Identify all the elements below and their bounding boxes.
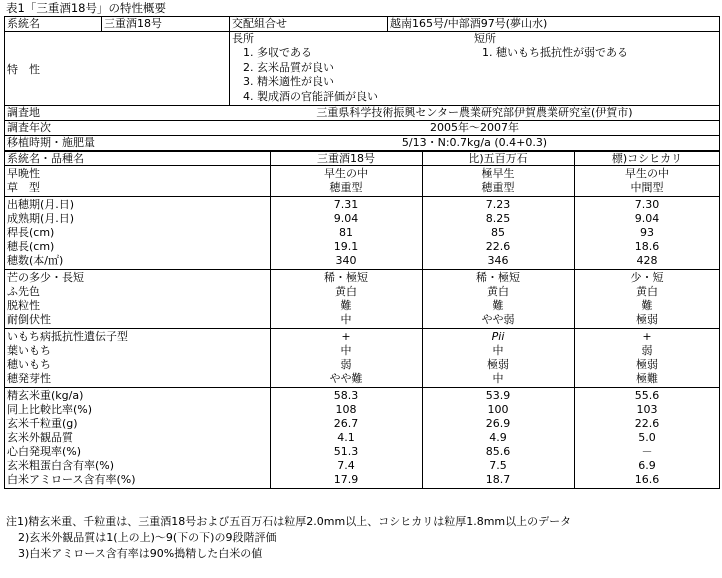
- cell-value: 黄白: [636, 285, 658, 298]
- cell-value: 9.04: [634, 212, 660, 225]
- cell-value: 100: [487, 403, 509, 416]
- cell-value: 7.5: [489, 459, 507, 472]
- group-block: [4, 269, 720, 329]
- group-block: [4, 328, 720, 388]
- cell-value: 極早生: [481, 167, 515, 180]
- cell-value: 346: [487, 254, 509, 267]
- cell-value: 稀・極短: [476, 271, 520, 284]
- cell-value: 早生の中: [625, 167, 669, 180]
- cell-value: 難: [492, 299, 504, 312]
- column-header: 三重酒18号: [317, 152, 375, 165]
- row-label: ふ先色: [7, 285, 40, 298]
- traits-label: 特 性: [7, 63, 40, 76]
- group-block: [4, 165, 720, 197]
- cell-value: +: [642, 330, 652, 343]
- group-block: [4, 196, 720, 270]
- column-header: 比)五百万石: [468, 152, 528, 165]
- note-1: 注1)精玄米重、千粒重は、三重酒18号および五百万石は粒厚2.0mm以上、コシヒカリは粒厚1.8mm以上のデータ: [6, 515, 572, 528]
- cell-value: 弱: [641, 344, 653, 357]
- cell-value: 難: [340, 299, 352, 312]
- cell-value: 穂重型: [481, 181, 515, 194]
- table-edge-left: [4, 16, 5, 489]
- demerits-heading: 短所: [474, 32, 496, 45]
- row-label: 心白発現率(%): [7, 445, 82, 458]
- cell-value: 中: [340, 344, 352, 357]
- note-2: 2)玄米外観品質は1(上の上)～9(下の下)の9段階評価: [18, 531, 277, 544]
- variety-label: 系統名: [7, 17, 40, 30]
- cell-value: 22.6: [634, 417, 660, 430]
- survey-value: 5/13・N:0.7kg/a (0.4+0.3): [401, 136, 548, 149]
- column-header: 標)コシヒカリ: [611, 152, 683, 165]
- survey-value: 2005年～2007年: [430, 121, 519, 134]
- row-label: 脱粒性: [7, 299, 40, 312]
- cell-value: 18.7: [485, 473, 511, 486]
- cell-value: 黄白: [335, 285, 357, 298]
- row-label: 玄米千粒重(g): [7, 417, 78, 430]
- row-label: 精玄米重(kg/a): [7, 389, 84, 402]
- row-label: 葉いもち: [7, 344, 51, 357]
- cell-value: 稀・極短: [324, 271, 368, 284]
- cell-value: やや弱: [481, 313, 515, 326]
- cell-value: 9.04: [333, 212, 359, 225]
- cell-value: 85.6: [485, 445, 511, 458]
- table-bottom-border: [4, 488, 720, 489]
- demerit-item: 1. 穂いもち抵抗性が弱である: [482, 46, 628, 59]
- cross-label: 交配組合せ: [232, 17, 287, 30]
- cell-value: 58.3: [333, 389, 359, 402]
- cell-value: 93: [640, 226, 654, 239]
- cell-value: やや難: [329, 372, 363, 385]
- cell-value: 極弱: [636, 313, 658, 326]
- cell-value: 340: [335, 254, 357, 267]
- cell-value: 108: [335, 403, 357, 416]
- cell-value: 16.6: [634, 473, 660, 486]
- cell-value: 7.23: [485, 198, 511, 211]
- cell-value: 中: [492, 344, 504, 357]
- cell-value: +: [341, 330, 351, 343]
- row-label: 白米アミロース含有率(%): [7, 473, 136, 486]
- cell-value: 7.4: [337, 459, 355, 472]
- table-notes: [6, 514, 720, 562]
- cell-value: 81: [339, 226, 353, 239]
- cell-value: 5.0: [638, 431, 656, 444]
- note-3: 3)白米アミロース含有率は90%搗精した白米の値: [18, 547, 263, 560]
- cell-value: 26.7: [333, 417, 359, 430]
- cell-value: 428: [636, 254, 658, 267]
- survey-label: 調査年次: [7, 121, 51, 134]
- table-title: 表1「三重酒18号」の特性概要: [6, 1, 166, 15]
- merits-heading: 長所: [232, 32, 254, 45]
- survey-row: [4, 105, 720, 121]
- survey-label: 調査地: [7, 106, 40, 119]
- table-edge-right: [719, 16, 720, 489]
- cell-value: 中: [340, 313, 352, 326]
- cell-value: 103: [636, 403, 658, 416]
- row-label: 草 型: [7, 181, 40, 194]
- row-label: 穂数(本/㎡): [7, 254, 64, 267]
- row-label: 玄米外観品質: [7, 431, 73, 444]
- row-label: いもち病抵抗性遺伝子型: [7, 330, 128, 343]
- cell-value: 6.9: [638, 459, 656, 472]
- cell-value: 18.6: [634, 240, 660, 253]
- row-label: 穂長(cm): [7, 240, 55, 253]
- row-label: 同上比較比率(%): [7, 403, 93, 416]
- row-label: 穂発芽性: [7, 372, 51, 385]
- row-label: 芒の多少・長短: [7, 271, 84, 284]
- row-label: 早晩性: [7, 167, 40, 180]
- cell-value: 17.9: [333, 473, 359, 486]
- cell-value: 黄白: [487, 285, 509, 298]
- survey-row: [4, 135, 720, 151]
- survey-value: 三重県科学技術振興センター農業研究部伊賀農業研究室(伊賀市): [316, 106, 633, 119]
- group-block: [4, 387, 720, 489]
- traits-row: [4, 31, 720, 106]
- cell-value: 早生の中: [324, 167, 368, 180]
- cell-value: －: [641, 445, 653, 458]
- column-header: 系統名・品種名: [7, 152, 84, 165]
- cell-value: 難: [641, 299, 653, 312]
- variety-value: 三重酒18号: [104, 17, 162, 30]
- cell-value: 中: [492, 372, 504, 385]
- cell-value: Pii: [491, 330, 505, 343]
- cell-value: 26.9: [485, 417, 511, 430]
- merit-item: 3. 精米適性が良い: [243, 75, 334, 88]
- row-label: 穂いもち: [7, 358, 51, 371]
- merit-item: 1. 多収である: [243, 46, 312, 59]
- cell-value: 中間型: [630, 181, 664, 194]
- cell-value: 4.1: [337, 431, 355, 444]
- cell-value: 4.9: [489, 431, 507, 444]
- row-label: 稈長(cm): [7, 226, 55, 239]
- characteristics-table: [4, 16, 720, 513]
- cell-value: 極難: [636, 372, 658, 385]
- header-row: [4, 16, 720, 32]
- row-label: 成熟期(月.日): [7, 212, 75, 225]
- cell-value: 85: [491, 226, 505, 239]
- row-label: 耐倒伏性: [7, 313, 51, 326]
- cell-value: 7.31: [333, 198, 359, 211]
- cell-value: 8.25: [485, 212, 511, 225]
- survey-label: 移植時期・施肥量: [7, 136, 95, 149]
- traits-divider: [229, 32, 230, 106]
- cell-value: 少・短: [630, 271, 664, 284]
- cross-value: 越南165号/中部酒97号(夢山水): [390, 17, 548, 30]
- cell-value: 55.6: [634, 389, 660, 402]
- merit-item: 2. 玄米品質が良い: [243, 60, 334, 74]
- row-label: 玄米粗蛋白含有率(%): [7, 459, 115, 472]
- cell-value: 極弱: [636, 358, 658, 371]
- cell-value: 弱: [340, 358, 352, 371]
- cell-value: 19.1: [333, 240, 359, 253]
- cell-value: 51.3: [333, 445, 359, 458]
- merit-item: 4. 製成酒の官能評価が良い: [243, 89, 378, 103]
- cell-value: 穂重型: [329, 181, 363, 194]
- survey-row: [4, 120, 720, 136]
- row-label: 出穂期(月.日): [7, 198, 75, 211]
- cell-value: 7.30: [634, 198, 660, 211]
- cell-value: 22.6: [485, 240, 511, 253]
- cell-value: 極弱: [487, 358, 509, 371]
- cell-value: 53.9: [485, 389, 511, 402]
